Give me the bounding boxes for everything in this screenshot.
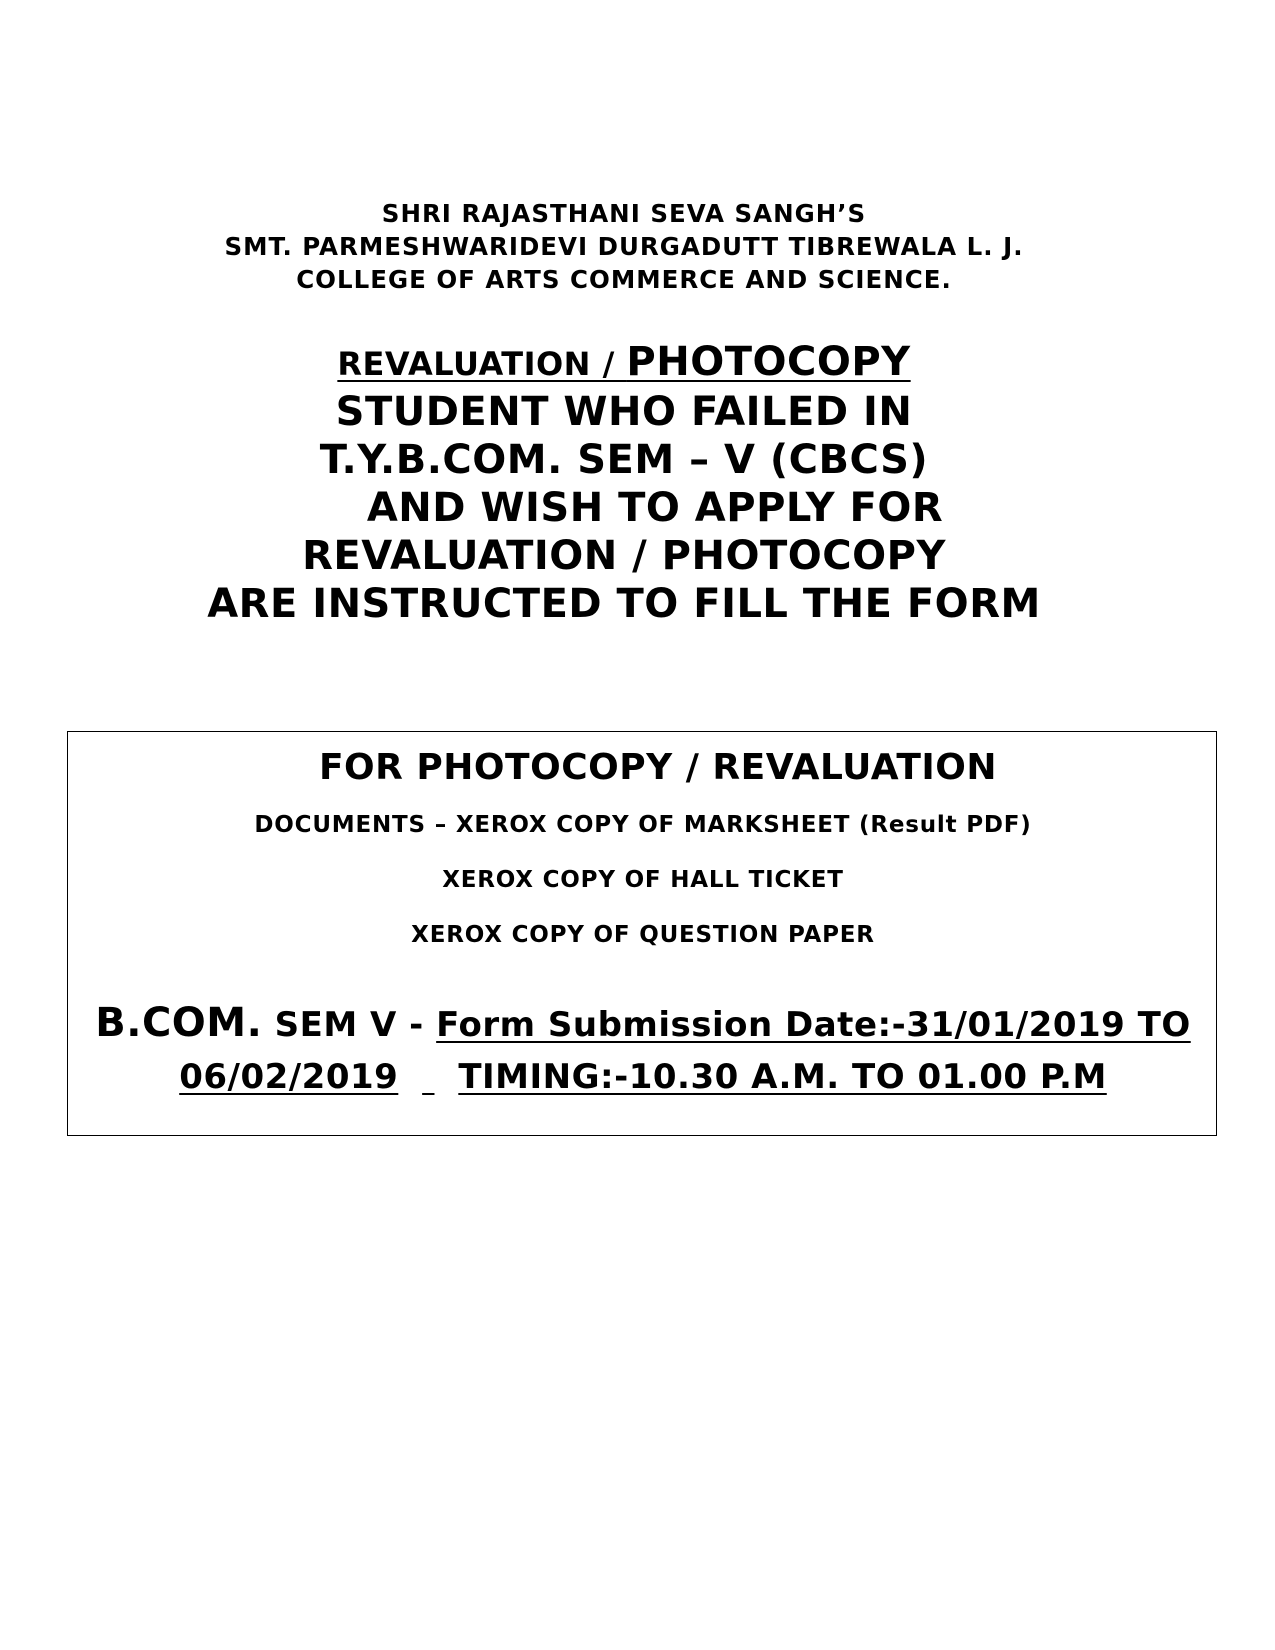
notice-line-3: T.Y.B.COM. SEM – V (CBCS)	[319, 437, 929, 483]
sem-label: SEM V -	[262, 1005, 437, 1045]
course-label: B.COM.	[95, 1000, 263, 1046]
submission-date: Form Submission Date:-31/01/2019 TO	[436, 1005, 1191, 1045]
instructions-box	[67, 731, 1217, 1136]
notice-title-part2: PHOTOCOPY	[626, 339, 911, 385]
notice-line-6: ARE INSTRUCTED TO FILL THE FORM	[207, 581, 1041, 627]
timing: TIMING:-10.30 A.M. TO 01.00 P.M	[458, 1057, 1107, 1097]
header-line-1: SHRI RAJASTHANI SEVA SANGH’S	[381, 199, 867, 228]
header-line-3: COLLEGE OF ARTS COMMERCE AND SCIENCE.	[296, 265, 952, 294]
notice-line-5: REVALUATION / PHOTOCOPY	[302, 533, 946, 579]
notice-block	[0, 338, 1248, 628]
notice-line-2: STUDENT WHO FAILED IN	[335, 389, 913, 435]
submission-schedule	[68, 997, 1218, 1103]
document-item: XEROX COPY OF QUESTION PAPER	[411, 922, 875, 948]
end-date: 06/02/2019	[179, 1057, 399, 1097]
box-title: FOR PHOTOCOPY / REVALUATION	[318, 747, 998, 788]
header-line-2: SMT. PARMESHWARIDEVI DURGADUTT TIBREWALA L. J.	[224, 232, 1024, 261]
document-item: XEROX COPY OF HALL TICKET	[442, 867, 844, 893]
notice-title	[0, 338, 1248, 388]
document-item: DOCUMENTS – XEROX COPY OF MARKSHEET (Result PDF)	[254, 812, 1032, 838]
schedule-line-1	[68, 997, 1218, 1051]
schedule-line-2	[68, 1051, 1218, 1103]
notice-title-part1: REVALUATION /	[337, 345, 627, 383]
notice-line-4: AND WISH TO APPLY FOR	[366, 485, 944, 531]
college-header	[0, 197, 1248, 296]
